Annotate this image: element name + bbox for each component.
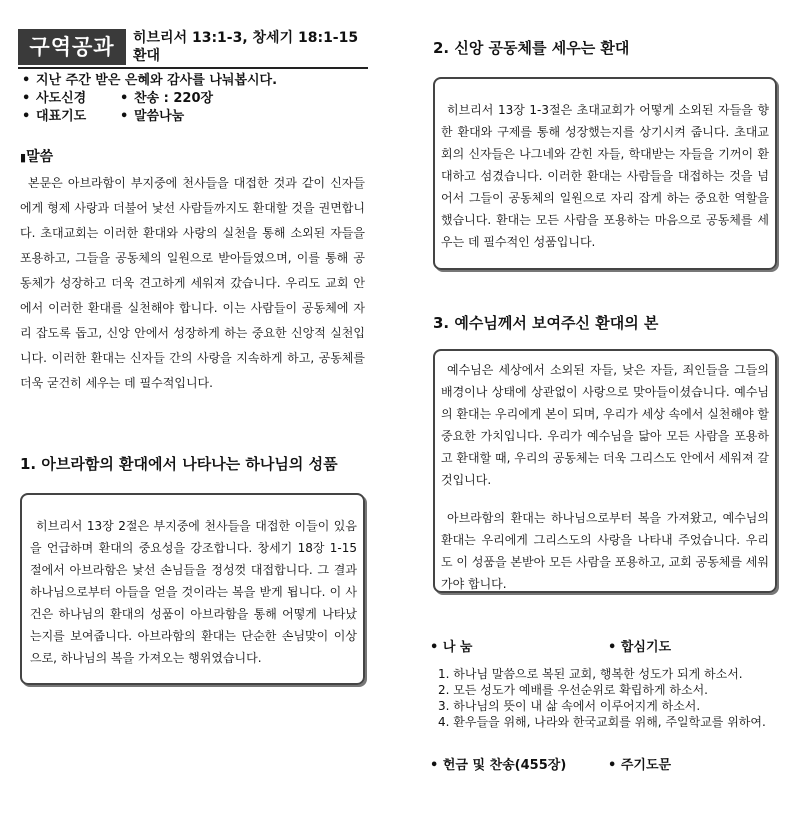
sermon-intro: 본문은 아브라함이 부지중에 천사들을 대접한 것과 같이 신자들에게 형제 사랑과 더불어 낯선 사람들까지도 환대할 것을 권면합니다. 초대교회는 이러한 환대와 사랑의 실천을 통해 소외된 자들을 포용하고, 그들을 공동체의 일원으로 받아들였으며, 이를 통해 공동체가 성장하고 더욱 견고하게 세워져 갔습니다. 우리도 교회 안에서 이러한 환대를 실천해야 합니다. 이는 사람들이 공동체에 자리 잡도록 돕고, 신앙 안에서 성장하게 하는 중요한 신앙적 실천입니다. 이러한 환대는 신자들 간의 사랑을 지속하게 하고, 공동체를 더욱 굳건히 세우는 데 필수적입니다.	[20, 176, 365, 390]
bullet-icon: •	[430, 758, 443, 773]
section3-body2: 아브라함의 환대는 하나님으로부터 복을 가져왔고, 예수님의 환대는 우리에게 그리스도의 사랑을 나타내 주었습니다. 우리도 이 성품을 본받아 모든 사람을 포용하고, 교회 공동체를 세워가야 합니다.	[441, 511, 769, 591]
bullet-icon: •	[120, 109, 129, 124]
unison-prayer-label: • 합심기도	[608, 640, 672, 655]
document-title: 히브리서 13:1-3, 창세기 18:1-15 환대	[133, 30, 359, 64]
meta-line1: • 지난 주간 받은 은혜와 감사를 나눠봅시다.	[22, 73, 278, 88]
section3-body1: 예수님은 세상에서 소외된 자들, 낮은 자들, 죄인들을 그들의 배경이나 상태에 상관없이 사랑으로 맞아들이셨습니다. 예수님의 환대는 우리에게 본이 되며, 우리가 세상 속에서 실천해야 할 중요한 가치입니다. 우리가 예수님을 닮아 모든 사람을 포용하고 환대할 때, 우리의 공동체는 더욱 그리스도 안에서 세워져 갈 것입니다.	[441, 363, 769, 487]
bullet-icon: •	[22, 73, 31, 88]
section3-box	[433, 349, 777, 593]
sermon-heading: ▮말씀	[20, 149, 54, 165]
prayer-list	[438, 666, 803, 730]
title-underline	[18, 67, 368, 69]
section1-body: 히브리서 13장 2절은 부지중에 천사들을 대접한 이들이 있음을 언급하며 환대의 중요성을 강조합니다. 창세기 18장 1-15절에서 아브라함은 낯선 손님들을 정성껏 대접합니다. 그 결과 하나님으로부터 아들을 얻을 것이라는 복을 받게 됩니다. 이 사건은 하나님의 환대의 성품이 아브라함을 통해 어떻게 나타났는지를 보여줍니다. 아브라함의 환대는 단순한 손님맞이 이상으로, 하나님의 복을 가져오는 행위였습니다.	[30, 519, 357, 665]
section3-heading: 3. 예수님께서 보여주신 환대의 본	[433, 314, 659, 332]
sharing-label: • 나 눔	[430, 640, 473, 655]
section1-heading: 1. 아브라함의 환대에서 나타나는 하나님의 성품	[20, 455, 338, 473]
prayer-item: 3. 하나님의 뜻이 내 삶 속에서 이루어지게 하소서.	[438, 699, 701, 713]
document-badge: 구역공과	[18, 29, 126, 65]
lords-prayer-label: • 주기도문	[608, 758, 672, 773]
bullet-icon: •	[22, 91, 31, 106]
bullet-icon: •	[22, 109, 31, 124]
meta-item-hymn: • 찬송 : 220장	[120, 91, 214, 106]
section2-body: 히브리서 13장 1-3절은 초대교회가 어떻게 소외된 자들을 향한 환대와 구제를 통해 성장했는지를 상기시켜 줍니다. 초대교회의 신자들은 나그네와 갇힌 자들, 학대받는 자들을 기꺼이 환대하고 섬겼습니다. 이러한 환대는 사람들을 대접하는 것을 넘어서 그들이 공동체의 일원으로 자리 잡게 하는 중요한 역할을 했습니다. 환대는 모든 사람을 포용하는 마음으로 공동체를 세우는 데 필수적인 성품입니다.	[441, 103, 769, 249]
section2-box	[433, 77, 777, 270]
bullet-icon: •	[120, 91, 129, 106]
bullet-icon: •	[430, 640, 443, 655]
offering-label: • 헌금 및 찬송(455장)	[430, 758, 567, 773]
bullet-icon: •	[608, 758, 621, 773]
meta-item-prayer: • 대표기도	[22, 109, 87, 124]
meta-item-creed: • 사도신경	[22, 91, 87, 106]
bullet-icon: •	[608, 640, 621, 655]
square-marker-icon: ▮	[20, 151, 27, 164]
meta-item-sharing: • 말씀나눔	[120, 109, 185, 124]
prayer-item: 4. 환우들을 위해, 나라와 한국교회를 위해, 주일학교를 위하여.	[438, 715, 766, 729]
prayer-item: 2. 모든 성도가 예배를 우선순위로 확립하게 하소서.	[438, 683, 708, 697]
prayer-item: 1. 하나님 말씀으로 복된 교회, 행복한 성도가 되게 하소서.	[438, 667, 743, 681]
section1-box	[20, 493, 365, 685]
section2-heading: 2. 신앙 공동체를 세우는 환대	[433, 39, 630, 57]
